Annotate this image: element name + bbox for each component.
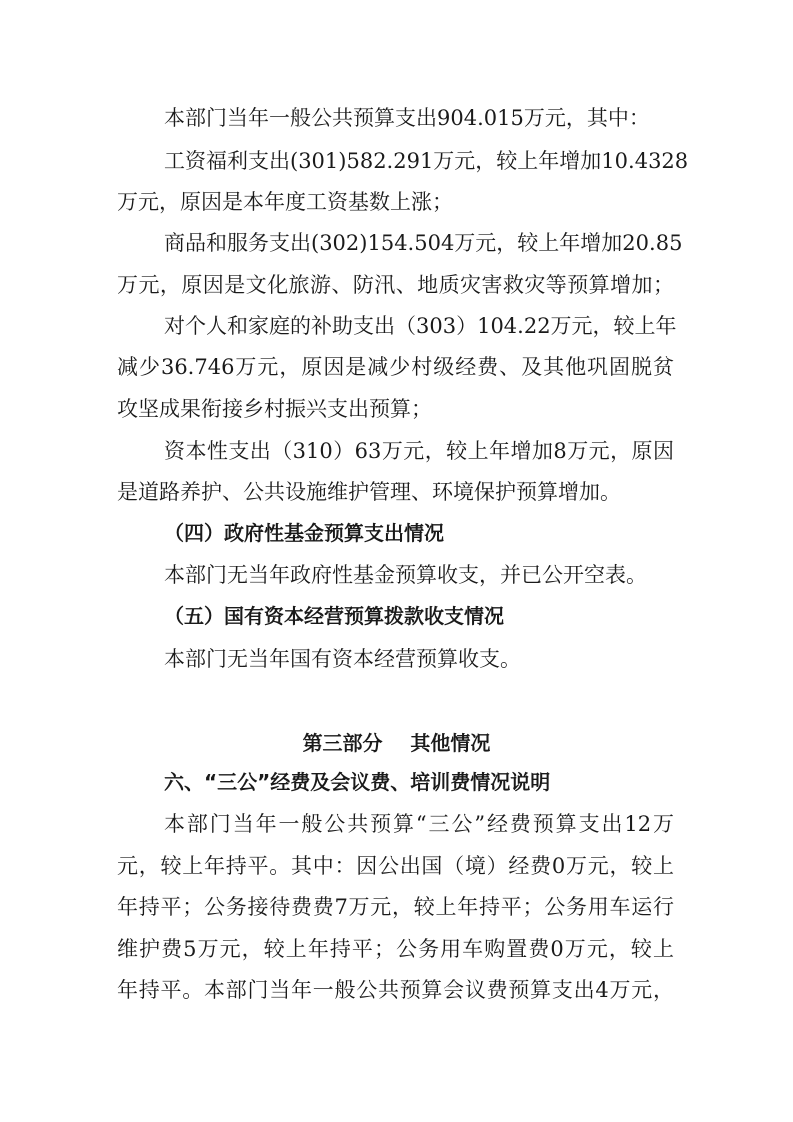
paragraph-line: 万元，原因是文化旅游、防汛、地质灾害救灾等预算增加；: [117, 273, 674, 297]
paragraph-line: 对个人和家庭的补助支出（303）104.22万元，较上年: [164, 314, 677, 338]
section-heading: （四）政府性基金预算支出情况: [164, 521, 444, 545]
paragraph-line: 资本性支出（310）63万元，较上年增加8万元，原因: [164, 439, 674, 463]
paragraph-line: 攻坚成果衔接乡村振兴支出预算；: [117, 397, 432, 421]
paragraph-line: 本部门无当年政府性基金预算收支，并已公开空表。: [164, 563, 647, 587]
paragraph-line: 维护费5万元，较上年持平；公务用车购置费0万元，较上: [117, 937, 674, 961]
paragraph-line: 本部门无当年国有资本经营预算收支。: [164, 647, 521, 671]
paragraph-line: 万元，原因是本年度工资基数上涨；: [117, 190, 453, 214]
paragraph-line: 是道路养护、公共设施维护管理、环境保护预算增加。: [117, 480, 621, 504]
paragraph-line: 本部门当年一般公共预算支出904.015万元，其中：: [164, 106, 650, 130]
part-title: 第三部分 其他情况: [302, 731, 491, 755]
paragraph-line: 减少36.746万元，原因是减少村级经费、及其他巩固脱贫: [117, 355, 674, 379]
paragraph-line: 年持平。本部门当年一般公共预算会议费预算支出4万元，: [117, 978, 674, 1002]
paragraph-line: 元，较上年持平。其中：因公出国（境）经费0万元，较上: [117, 854, 674, 878]
paragraph-line: 年持平；公务接待费费7万元，较上年持平；公务用车运行: [117, 895, 674, 919]
paragraph-line: 本部门当年一般公共预算“三公”经费预算支出12万: [164, 812, 674, 836]
section-heading: 六、“三公”经费及会议费、培训费情况说明: [164, 770, 551, 794]
paragraph-line: 商品和服务支出(302)154.504万元，较上年增加20.85: [164, 231, 683, 255]
paragraph-line: 工资福利支出(301)582.291万元，较上年增加10.4328: [164, 149, 689, 173]
section-heading: （五）国有资本经营预算拨款收支情况: [164, 604, 504, 628]
